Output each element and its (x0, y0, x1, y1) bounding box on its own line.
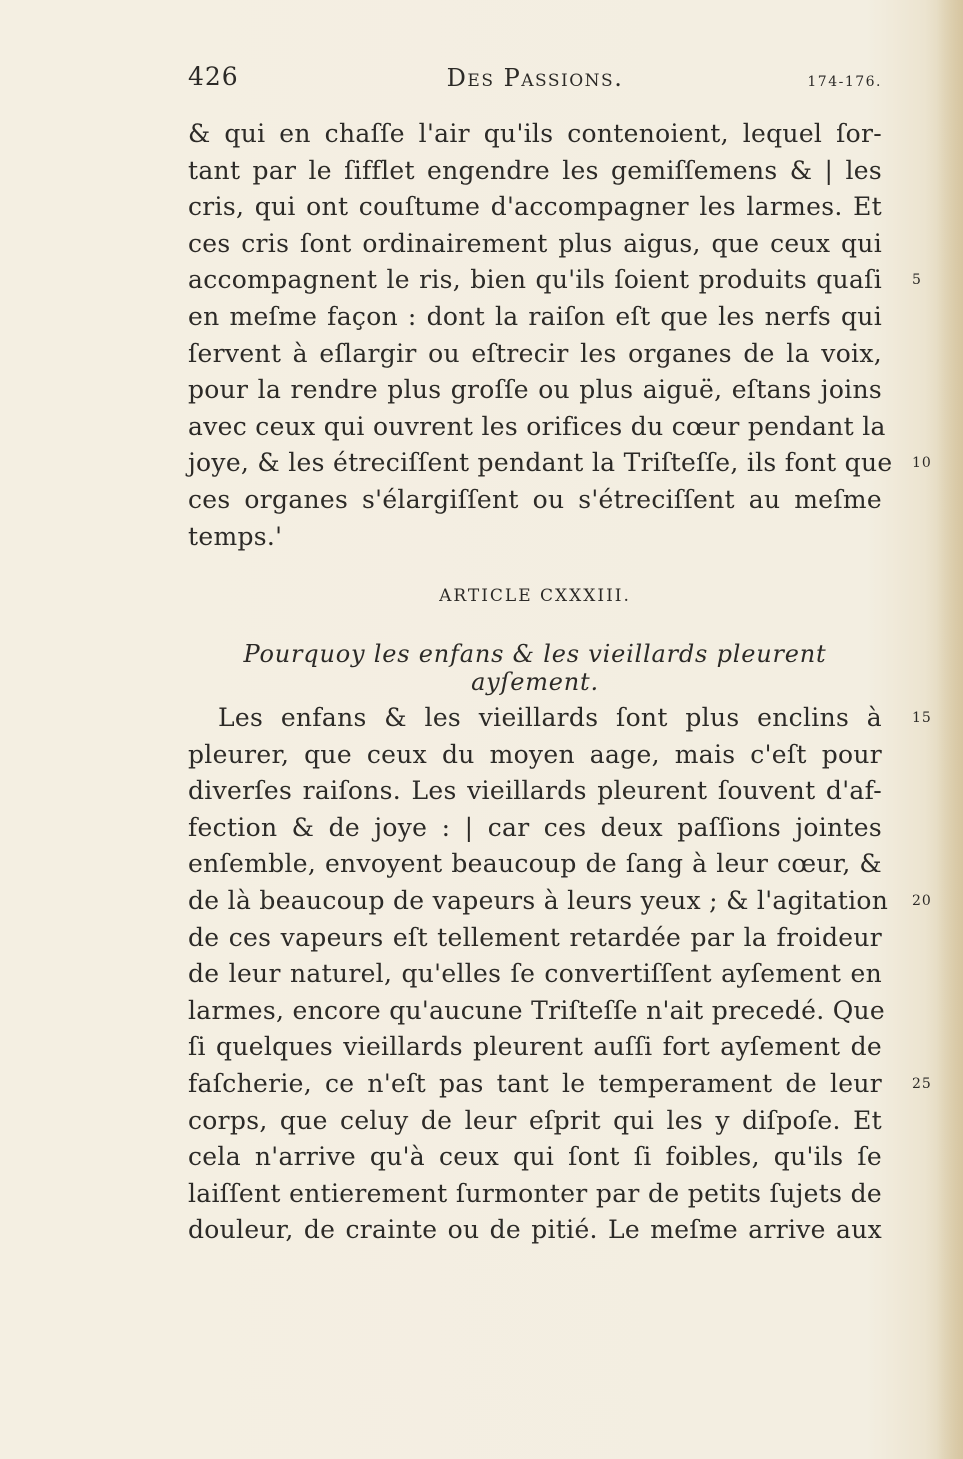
text-line: & qui en chaſſe l'air qu'ils contenoient, lequel ſor- (188, 119, 882, 148)
running-title: Des Passions. (446, 64, 624, 92)
text-line: laiſſent entierement ſurmonter par de petits ſujets de (188, 1178, 882, 1208)
text-line: ſi quelques vieillards pleurent auſſi fort ayſement de (188, 1032, 882, 1062)
text-line: fection & de joye : | car ces deux paſſions jointes (188, 812, 882, 842)
line-number-margin: 5 (912, 272, 922, 288)
line-number-margin: 15 (912, 710, 932, 726)
line-number-margin: 10 (912, 455, 932, 471)
text-line: tant par le ſifflet engendre les gemiſſemens & | les (188, 155, 882, 185)
article-body (188, 700, 889, 1249)
text-line: pleurer, que ceux du moyen aage, mais c'eſt pour (188, 739, 882, 769)
article-heading: ARTICLE CXXXIII. (439, 586, 631, 606)
text-line: en meſme façon : dont la raiſon eſt que les nerfs qui (188, 301, 882, 331)
text-line: ces cris ſont ordinairement plus aigus, que ceux qui (188, 228, 882, 258)
page-header (188, 62, 882, 102)
text-line: de là beaucoup de vapeurs à leurs yeux ; & l'agitation (188, 885, 889, 915)
page-number: 426 (188, 62, 239, 91)
text-line: cris, qui ont couſtume d'accompagner les larmes. Et (188, 192, 882, 222)
paragraph-continuation (188, 116, 893, 555)
text-line: avec ceux qui ouvrent les orifices du cœur pendant la (188, 411, 886, 441)
text-line: de ces vapeurs eſt tellement retardée par la froideur (188, 922, 882, 952)
text-line: larmes, encore qu'aucune Triſteſſe n'ait precedé. Que (188, 995, 886, 1025)
text-line: ſervent à eſlargir ou eſtrecir les organes de la voix, (188, 338, 882, 368)
text-line: corps, que celuy de leur eſprit qui les y diſpoſe. Et (188, 1105, 882, 1135)
text-line: temps.' (188, 521, 283, 551)
text-line: ces organes s'élargiſſent ou s'étreciſſent au meſme (188, 484, 882, 514)
text-line: enſemble, envoyent beaucoup de ſang à leur cœur, & (188, 849, 882, 879)
text-line: accompagnent le ris, bien qu'ils ſoient produits quaſi (188, 265, 882, 295)
article-reference: 174-176. (807, 74, 882, 90)
text-line: Les enfans & les vieillards ſont plus enclins à (218, 703, 882, 732)
text-line: douleur, de crainte ou de pitié. Le meſme arrive aux (188, 1215, 882, 1245)
text-line: faſcherie, ce n'eſt pas tant le temperament de leur (188, 1068, 882, 1098)
page-edge-shadow (937, 0, 963, 1459)
line-number-margin: 20 (912, 893, 932, 909)
text-line: pour la rendre plus groſſe ou plus aiguë, eſtans joins (188, 375, 882, 405)
text-line: cela n'arrive qu'à ceux qui ſont ſi foibles, qu'ils ſe (188, 1142, 882, 1172)
article-subtitle: Pourquoy les enfans & les vieillards pleurent ayſement. (243, 640, 827, 696)
text-line: diverſes raiſons. Les vieillards pleurent ſouvent d'af- (188, 776, 882, 806)
text-line: de leur naturel, qu'elles ſe convertiſſent ayſement en (188, 959, 882, 989)
line-number-margin: 25 (912, 1076, 932, 1092)
text-line: joye, & les étreciſſent pendant la Triſteſſe, ils font que (188, 448, 893, 478)
